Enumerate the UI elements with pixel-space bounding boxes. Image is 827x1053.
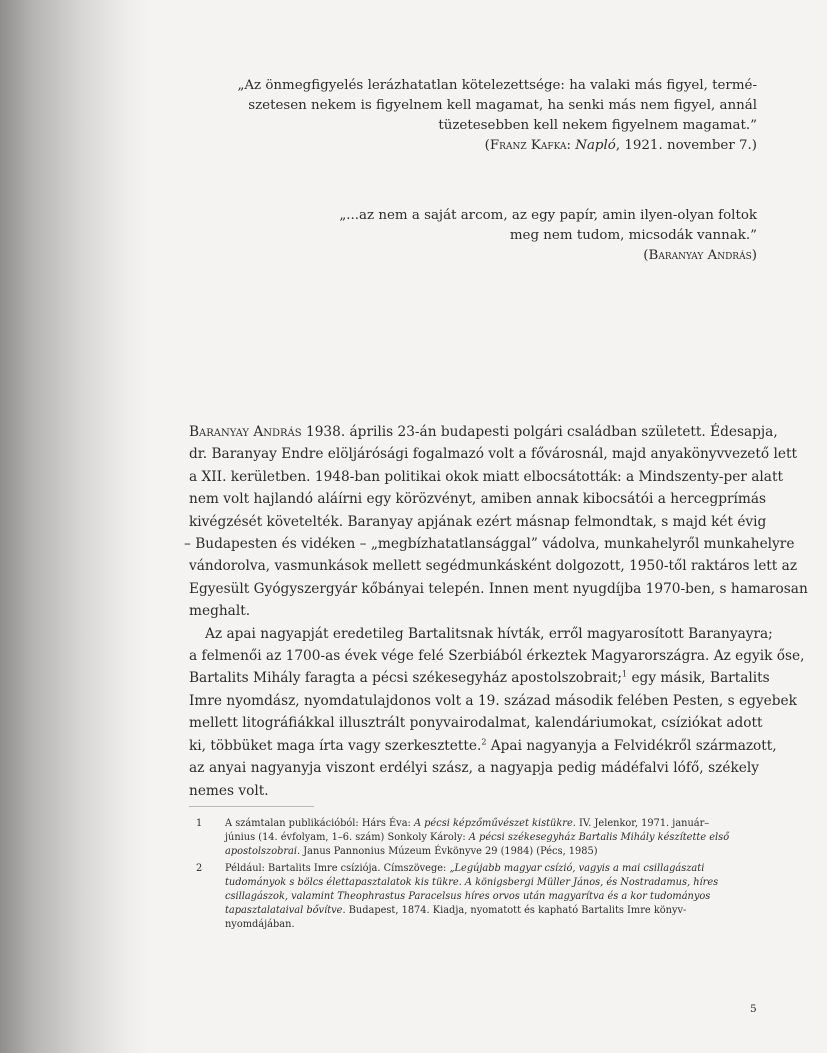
footnote-1 [196,817,761,860]
epigraph-kafka [227,76,757,156]
footnote-line: nyomdájában. [225,919,295,931]
footnote-line: A számtalan publikációból: Hárs Éva: A pécsi képzőművészet kistükre. IV. Jelenkor, 1971. január– [225,818,710,829]
page-number: 5 [750,1003,757,1015]
footnote-line: apostolszobrai. Janus Pannonius Múzeum Évkönyve 29 (1984) (Pécs, 1985) [225,846,598,858]
body-line: – Budapesten és vidéken – „megbízhatatlansággal” vádolva, munkahelyről munkahelyre [184,536,795,553]
epigraph-baranyay [277,206,757,266]
footnote-2 [196,862,761,933]
body-line: Egyesült Gyógyszergyár kőbányai telepén. Innen ment nyugdíjba 1970-ben, s hamarosan [189,580,808,597]
epigraph-attribution: (Franz Kafka: Napló, 1921. november 7.) [484,138,757,153]
body-line: Baranyay András 1938. április 23-án budapesti polgári családban született. Édesapja, [189,424,778,440]
footnote-ref[interactable]: 1 [622,669,628,679]
footnote-line: tapasztalataival bővítve. Budapest, 1874. Kiadja, nyomatott és kapható Bartalits Imre könyv- [225,905,687,917]
book-gutter-shadow [0,0,150,1053]
footnote-number: 1 [196,818,203,829]
body-line: az anyai nagyanyja viszont erdélyi szász, a nagyapja pedig mádéfalvi lófő, székely [189,760,759,777]
body-line: a felmenői az 1700-as évek vége felé Szerbiából érkeztek Magyarországra. Az egyik őse, [189,648,805,665]
body-line: ki, többüket maga írta vagy szerkesztette.$^2$ Apai nagyanyja a Felvidékről származott, [189,737,777,754]
body-line: a XII. kerületben. 1948-ban politikai okok miatt elbocsátották: a Mindszenty-per alatt [189,468,783,485]
footnote-line: Például: Bartalits Imre csíziója. Címszövege: „Legújabb magyar csízió, vagyis a mai csillagászati [225,862,705,874]
footnote-separator [189,806,314,807]
body-line: Az apai nagyapját eredetileg Bartalitsnak hívták, erről magyarosított Baranyayra; [205,625,773,642]
epigraph-work: Napló [575,138,616,153]
body-line: kivégzését követelték. Baranyay apjának ezért másnap felmondtak, s majd két évig [189,513,767,530]
subject-name: Baranyay András [189,424,302,440]
epigraph-author: Baranyay András [648,248,752,263]
body-line: meghalt. [189,603,251,620]
epigraph-author: Franz Kafka [489,138,567,153]
epigraph-line: tüzetesebben kell nekem figyelnem magamat.” [438,118,757,133]
footnote-line: csillagászok, valamint Theophrastus Paracelsus híres orvos után magyarítva és a kor tudományos [225,891,711,903]
body-line: dr. Baranyay Endre elöljárósági fogalmazó volt a fővárosnál, majd anyakönyvvezető lett [189,446,797,463]
footnote-ref[interactable]: 2 [481,737,487,747]
body-text [184,421,808,802]
epigraph-line: „...az nem a saját arcom, az egy papír, amin ilyen-olyan foltok [339,208,757,223]
body-line: Imre nyomdász, nyomdatulajdonos volt a 19. század második felében Pesten, s egyebek [189,692,797,709]
epigraph-attribution: (Baranyay András) [643,248,757,263]
body-line: vándorolva, vasmunkások mellett segédmunkásként dolgozott, 1950-től raktáros lett az [189,558,798,575]
footnote-number: 2 [196,862,203,874]
body-line: nemes volt. [189,782,269,799]
epigraph-line: meg nem tudom, micsodák vannak.” [509,228,757,243]
body-line: nem volt hajlandó aláírni egy körözvényt, amiben annak kibocsátói a hercegprímás [189,491,767,508]
footnotes [196,817,761,935]
body-line: mellett litográfiákkal illusztrált ponyvairodalmat, kalendáriumokat, csíziókat adott [189,715,763,732]
footnote-line: tudományok s bölcs élettapasztalatok kis tükre. A königsbergi Müller János, és Nostradamus, híres [225,876,719,888]
epigraph-line: szetesen nekem is figyelnem kell magamat, ha senki más nem figyel, annál [248,98,757,113]
epigraph-line: „Az önmegfigyelés lerázhatatlan kötelezettsége: ha valaki más figyel, termé- [237,78,757,93]
footnote-line: június (14. évfolyam, 1–6. szám) Sonkoly Károly: A pécsi székesegyház Bartalis Mihály készítette első [225,832,730,844]
body-line: Bartalits Mihály faragta a pécsi székesegyház apostolszobrait;$^1$ egy másik, Bartalits [189,669,770,687]
